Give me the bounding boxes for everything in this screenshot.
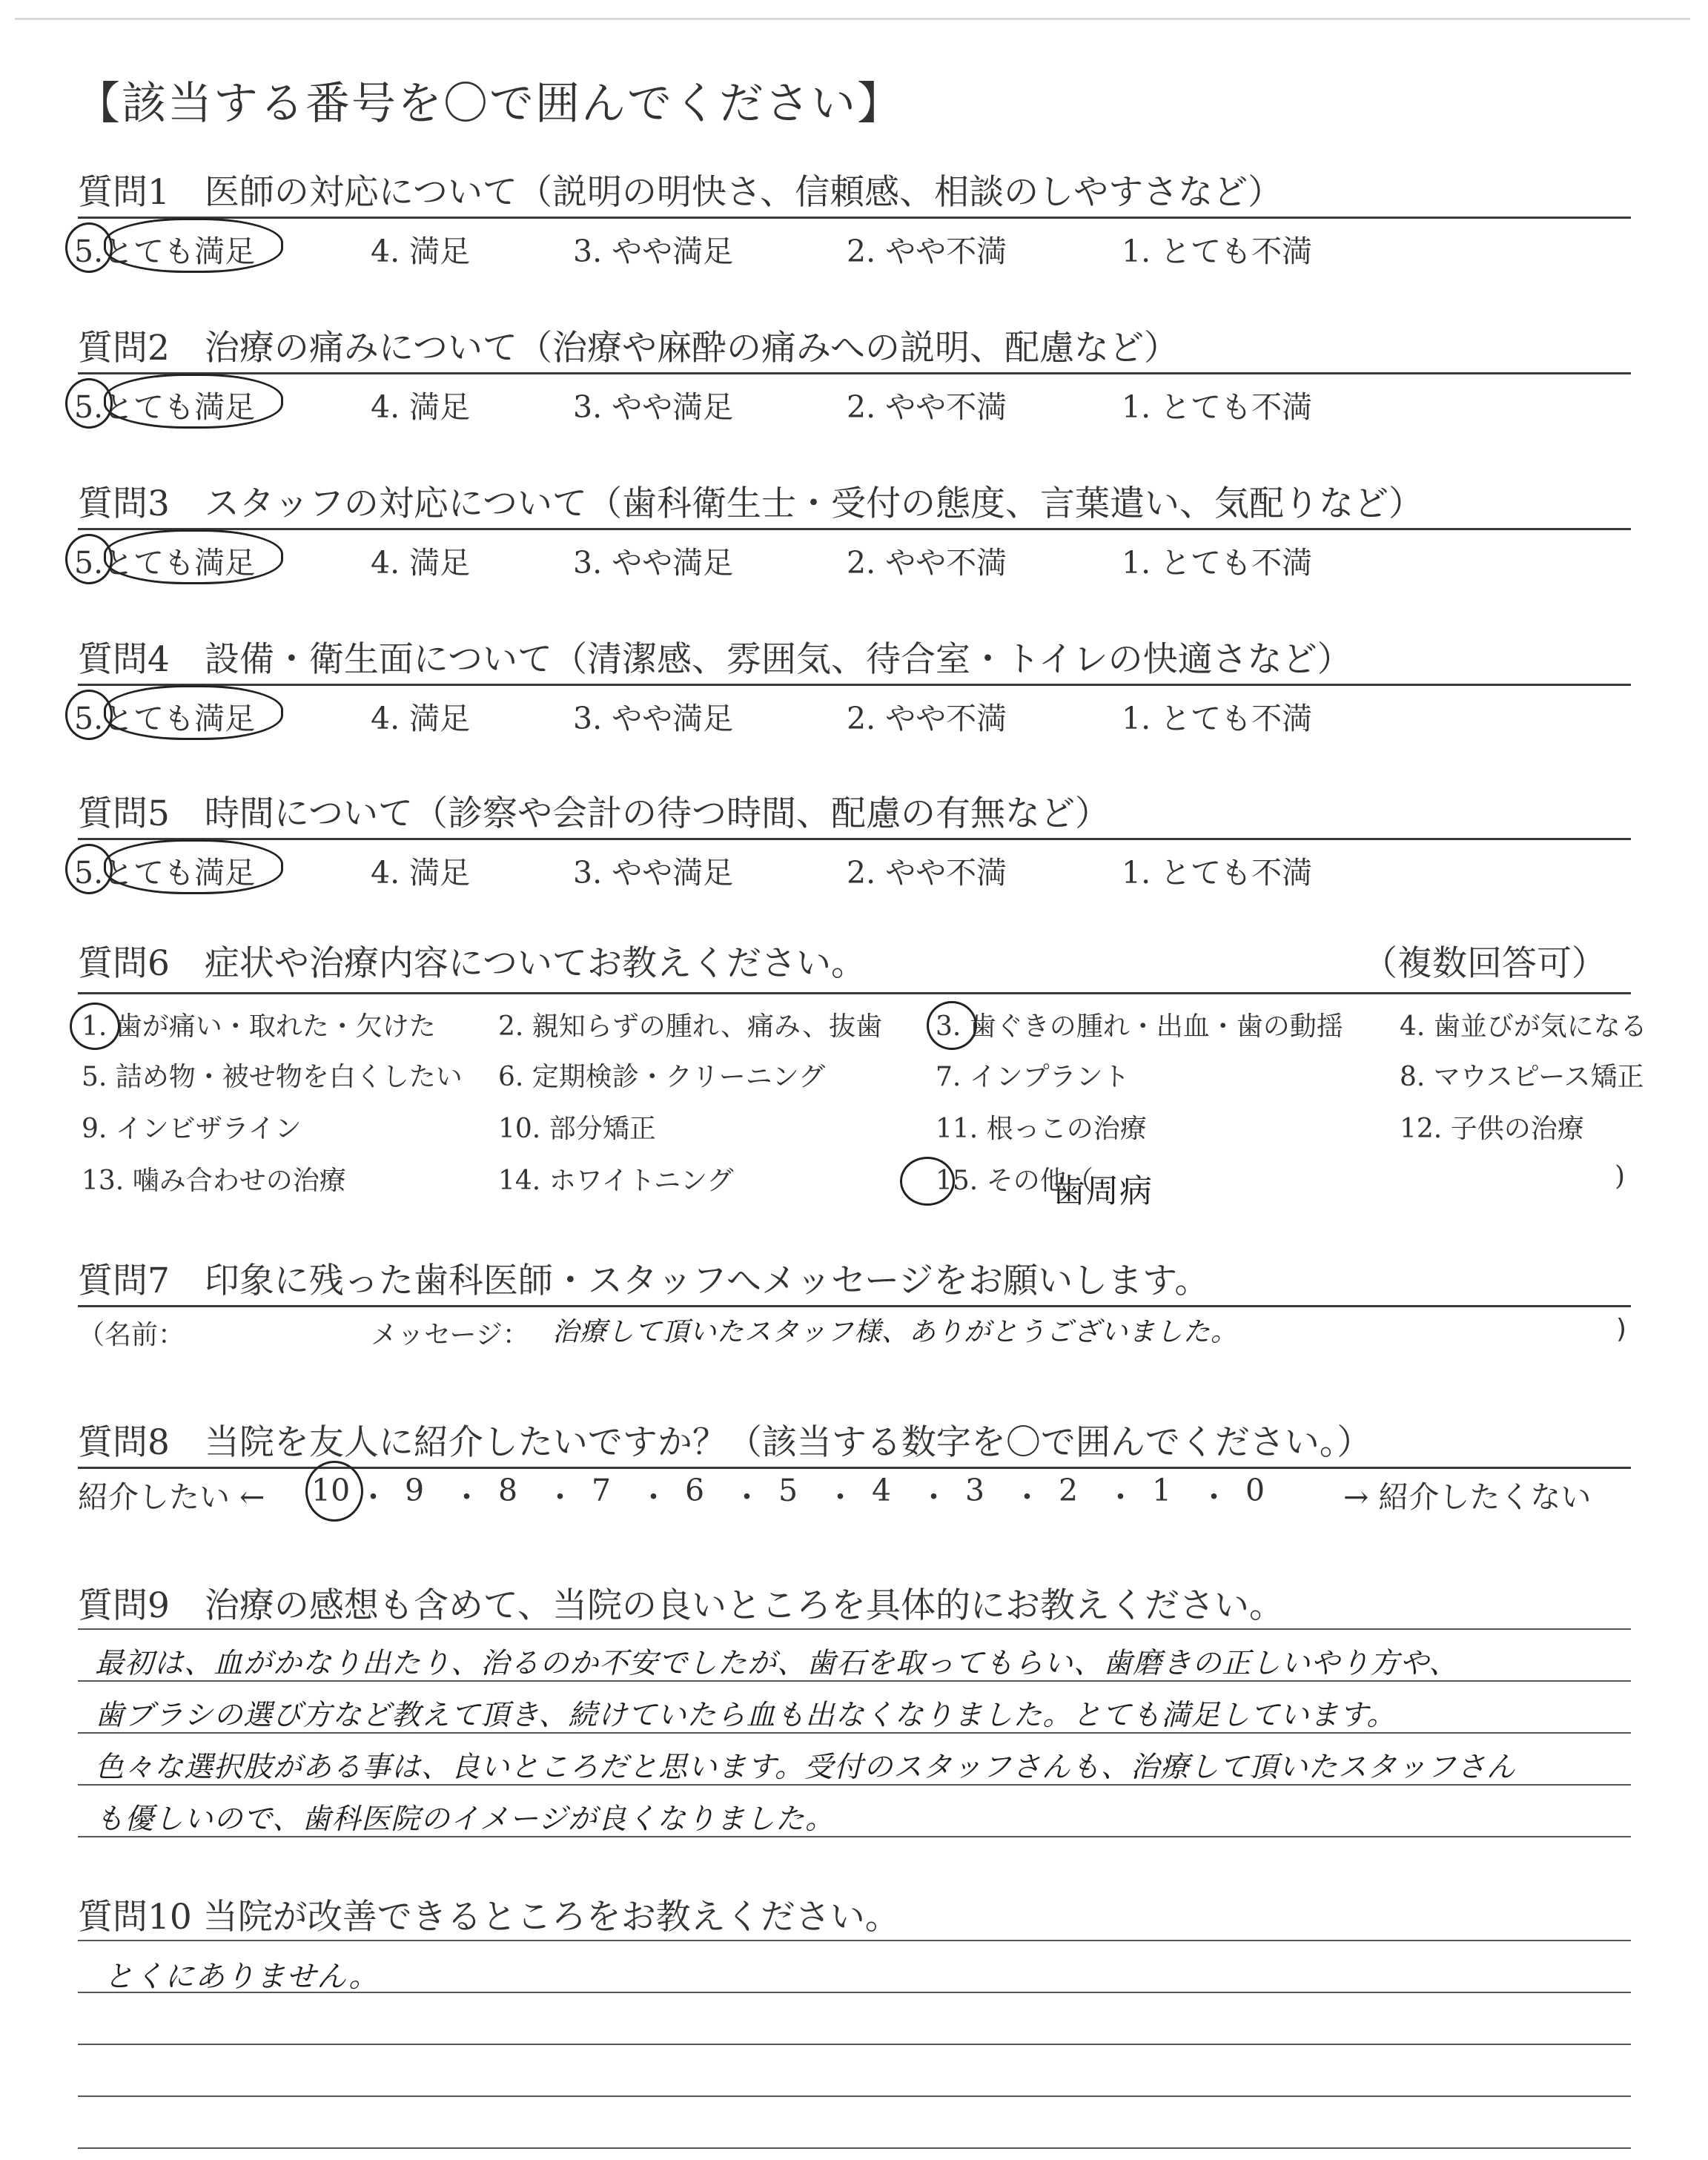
q8-left-label: 紹介したい ← — [78, 1479, 265, 1515]
q10-handwritten-line: とくにありません。 — [104, 1960, 380, 1994]
q2-option-5[interactable]: 5.とても満足 — [74, 389, 256, 425]
q9-handwritten-line: も優しいので、歯科医院のイメージが良くなりました。 — [95, 1803, 835, 1836]
q6-option-3[interactable]: 3. 歯ぐきの腫れ・出血・歯の動揺 — [936, 1011, 1343, 1042]
q8-scale-5[interactable]: 5 — [778, 1473, 798, 1508]
q8-scale-separator: ・ — [451, 1479, 482, 1515]
q6-option-13[interactable]: 13. 噛み合わせの治療 — [82, 1166, 346, 1196]
q7-message-text: 治療して頂いたスタッフ様、ありがとうございました。 — [552, 1317, 1239, 1347]
q1-selected-label-circle — [104, 218, 283, 273]
q9-handwritten-line: 最初は、血がかなり出たり、治るのか不安でしたが、歯石を取ってもらい、歯磨きの正しいやり方や、 — [95, 1647, 1459, 1680]
q5-option-3[interactable]: 3. やや満足 — [573, 855, 734, 891]
q2-option-3[interactable]: 3. やや満足 — [573, 389, 734, 425]
q8-scale-separator: ・ — [825, 1479, 855, 1515]
q7-close-paren: ) — [1616, 1314, 1627, 1344]
q6-option-8[interactable]: 8. マウスピース矯正 — [1400, 1062, 1644, 1092]
q6-option-4[interactable]: 4. 歯並びが気になる — [1400, 1011, 1647, 1042]
q8-scale-7[interactable]: 7 — [592, 1473, 612, 1508]
page-title: 【該当する番号を〇で囲んでください】 — [76, 78, 903, 130]
q9-title: 質問9 治療の感想も含めて、当院の良いところを具体的にお教えください。 — [78, 1585, 1284, 1626]
q6-option-1[interactable]: 1. 歯が痛い・取れた・欠けた — [82, 1011, 436, 1042]
q4-rule — [78, 684, 1631, 686]
q8-scale-10[interactable]: 10 — [311, 1473, 351, 1508]
q6-option-11[interactable]: 11. 根っこの治療 — [936, 1114, 1147, 1144]
q5-option-5[interactable]: 5.とても満足 — [74, 855, 256, 891]
q4-option-1[interactable]: 1. とても不満 — [1122, 701, 1313, 736]
q8-scale-0[interactable]: 0 — [1245, 1473, 1265, 1508]
q6-option-12[interactable]: 12. 子供の治療 — [1400, 1114, 1584, 1144]
q8-scale-separator: ・ — [918, 1479, 949, 1515]
q3-option-4[interactable]: 4. 満足 — [371, 545, 471, 581]
q6-option-14[interactable]: 14. ホワイトニング — [498, 1166, 734, 1196]
q2-option-2[interactable]: 2. やや不満 — [847, 389, 1007, 425]
q3-selected-label-circle — [104, 529, 283, 584]
q8-right-label: → 紹介したくない — [1343, 1479, 1592, 1515]
q8-scale-separator: ・ — [545, 1479, 575, 1515]
q8-scale-separator: ・ — [358, 1479, 388, 1515]
q8-selected-circle — [305, 1461, 363, 1522]
q2-rule — [78, 372, 1631, 374]
q8-scale-4[interactable]: 4 — [872, 1473, 892, 1508]
q2-option-1[interactable]: 1. とても不満 — [1122, 389, 1313, 425]
q9-handwritten-line: 歯ブラシの選び方など教えて頂き、続けていたら血も出なくなりました。とても満足しています。 — [95, 1699, 1397, 1732]
top-border — [15, 18, 1690, 20]
q1-option-4[interactable]: 4. 満足 — [371, 234, 471, 269]
q6-option-15[interactable]: 15. その他（ — [936, 1166, 1093, 1196]
q10-writing-line — [78, 2044, 1631, 2045]
q10-writing-line — [78, 1940, 1631, 1941]
q1-option-3[interactable]: 3. やや満足 — [573, 234, 734, 269]
q3-option-2[interactable]: 2. やや不満 — [847, 545, 1007, 581]
q3-option-1[interactable]: 1. とても不満 — [1122, 545, 1313, 581]
q8-scale-6[interactable]: 6 — [685, 1473, 705, 1508]
q7-message-label: メッセージ： — [371, 1320, 529, 1350]
q6-note: （複数回答可） — [1363, 943, 1606, 984]
q3-rule — [78, 528, 1631, 530]
q5-title: 質問5 時間について（診察や会計の待つ時間、配慮の有無など） — [78, 793, 1110, 834]
q5-option-4[interactable]: 4. 満足 — [371, 855, 471, 891]
q5-option-1[interactable]: 1. とても不満 — [1122, 855, 1313, 891]
q1-rule — [78, 217, 1631, 219]
q7-rule — [78, 1305, 1631, 1307]
q4-option-4[interactable]: 4. 満足 — [371, 701, 471, 736]
q6-other-close: ) — [1615, 1161, 1626, 1192]
q2-selected-label-circle — [104, 374, 283, 429]
q3-option-5[interactable]: 5.とても満足 — [74, 545, 256, 581]
q8-scale-1[interactable]: 1 — [1152, 1473, 1172, 1508]
q10-title: 質問10 当院が改善できるところをお教えください。 — [78, 1897, 900, 1938]
q6-option-9[interactable]: 9. インビザライン — [82, 1114, 302, 1144]
q8-scale-separator: ・ — [732, 1479, 762, 1515]
q8-scale-separator: ・ — [1012, 1479, 1042, 1515]
q7-name-label: （名前： — [78, 1320, 185, 1350]
q8-scale-3[interactable]: 3 — [965, 1473, 985, 1508]
q6-option-5[interactable]: 5. 詰め物・被せ物を白くしたい — [82, 1062, 463, 1092]
q6-rule — [78, 992, 1631, 994]
q1-option-5[interactable]: 5.とても満足 — [74, 234, 256, 269]
q5-option-2[interactable]: 2. やや不満 — [847, 855, 1007, 891]
q1-title: 質問1 医師の対応について（説明の明快さ、信頼感、相談のしやすさなど） — [78, 172, 1283, 213]
q8-scale-2[interactable]: 2 — [1059, 1473, 1079, 1508]
q8-scale-9[interactable]: 9 — [405, 1473, 425, 1508]
q6-option-1-circle — [70, 1003, 120, 1050]
q6-option-3-circle — [927, 1001, 977, 1050]
q9-handwritten-line: 色々な選択肢がある事は、良いところだと思います。受付のスタッフさんも、治療して頂いたスタッフさん — [95, 1751, 1516, 1784]
q6-option-2[interactable]: 2. 親知らずの腫れ、痛み、抜歯 — [498, 1011, 883, 1042]
q7-title: 質問7 印象に残った歯科医師・スタッフへメッセージをお願いします。 — [78, 1261, 1210, 1301]
q4-option-2[interactable]: 2. やや不満 — [847, 701, 1007, 736]
q6-other-text: 歯周病 — [1053, 1172, 1153, 1210]
q6-option-10[interactable]: 10. 部分矯正 — [498, 1114, 656, 1144]
q8-scale-separator: ・ — [638, 1479, 669, 1515]
q10-writing-line — [78, 2147, 1631, 2149]
q4-selected-label-circle — [104, 685, 283, 740]
q2-option-4[interactable]: 4. 満足 — [371, 389, 471, 425]
q6-option-15-circle — [900, 1157, 955, 1206]
q5-rule — [78, 838, 1631, 840]
q1-option-2[interactable]: 2. やや不満 — [847, 234, 1007, 269]
q8-title: 質問8 当院を友人に紹介したいですか？（該当する数字を〇で囲んでください。） — [78, 1422, 1372, 1463]
q6-option-6[interactable]: 6. 定期検診・クリーニング — [498, 1062, 826, 1092]
q10-writing-line — [78, 2095, 1631, 2097]
q1-option-1[interactable]: 1. とても不満 — [1122, 234, 1313, 269]
q2-title: 質問2 治療の痛みについて（治療や麻酔の痛みへの説明、配慮など） — [78, 328, 1179, 369]
q9-writing-line — [78, 1628, 1631, 1630]
q5-selected-label-circle — [104, 839, 283, 894]
q4-title: 質問4 設備・衛生面について（清潔感、雰囲気、待合室・トイレの快適さなど） — [78, 639, 1352, 680]
q8-scale-separator: ・ — [1199, 1479, 1229, 1515]
q6-title: 質問6 症状や治療内容についてお教えください。 — [78, 943, 866, 984]
q6-option-7[interactable]: 7. インプラント — [936, 1062, 1130, 1092]
q3-option-3[interactable]: 3. やや満足 — [573, 545, 734, 581]
q3-title: 質問3 スタッフの対応について（歯科衛生士・受付の態度、言葉遣い、気配りなど） — [78, 483, 1423, 524]
q4-option-5[interactable]: 5.とても満足 — [74, 701, 256, 736]
q8-scale-separator: ・ — [1105, 1479, 1136, 1515]
q8-scale-8[interactable]: 8 — [498, 1473, 518, 1508]
q4-option-3[interactable]: 3. やや満足 — [573, 701, 734, 736]
q8-rule — [78, 1467, 1631, 1469]
